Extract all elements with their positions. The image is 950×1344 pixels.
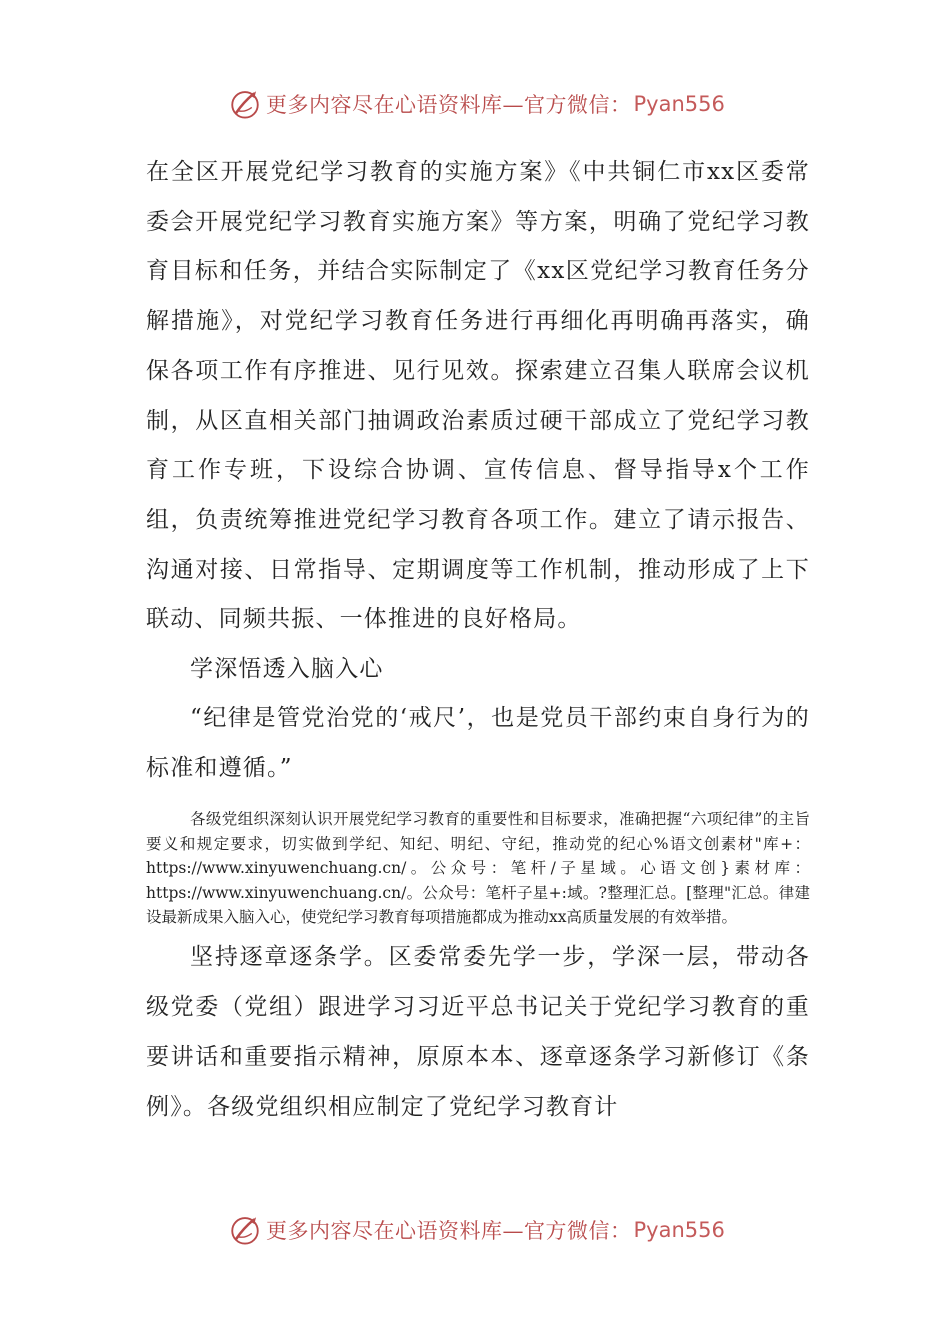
banner-wechat-id: Pyan556: [633, 1218, 725, 1242]
banner-text: 更多内容尽在心语资料库—官方微信：: [266, 1219, 632, 1243]
section-subheading: 学深悟透入脑入心: [190, 656, 384, 683]
banner-wechat-id: Pyan556: [633, 92, 725, 116]
banner-text: 更多内容尽在心语资料库—官方微信：: [266, 93, 632, 117]
footer-banner: [228, 1212, 725, 1248]
body-paragraph-1: 在全区开展党纪学习教育的实施方案》《中共铜仁市xx区委常委会开展党纪学习教育实施方案》等方案，明确了党纪学习教育目标和任务，并结合实际制定了《xx区党纪学习教育任务分解措施》，对党纪学习教育任务进行再细化再明确再落实，确保各项工作有序推进、见行见效。探索建立召集人联席会议机制，从区直相关部门抽调政治素质过硬干部成立了党纪学习教育工作专班，下设综合协调、宣传信息、督导指导x个工作组，负责统筹推进党纪学习教育各项工作。建立了请示报告、沟通对接、日常指导、定期调度等工作机制，推动形成了上下联动、同频共振、一体推进的良好格局。: [146, 159, 810, 633]
quote-paragraph: “纪律是管党治党的‘戒尺’，也是党员干部约束自身行为的标准和遵循。”: [146, 705, 810, 781]
body-paragraph-2: 坚持逐章逐条学。区委常委先学一步，学深一层，带动各级党委（党组）跟进学习习近平总书记关于党纪学习教育的重要讲话和重要指示精神，原原本本、逐章逐条学习新修订《条例》。各级党组织相应制定了党纪学习教育计: [146, 944, 810, 1120]
header-banner: [228, 86, 725, 122]
document-body: [146, 148, 810, 1132]
small-paragraph: 各级党组织深刻认识开展党纪学习教育的重要性和目标要求，准确把握“六项纪律”的主旨要义和规定要求，切实做到学纪、知纪、明纪、守纪，推动党的纪心%语文创素材"库+：https://www.xinyuwenchuang.cn/。公众号：笔杆/子星域。心语文创}素材库：https://www.xinyuwenchuang.cn/。公众号：笔杆子星+:域。?整理汇总。[整理"汇总。律建设最新成果入脑入心，使党纪学习教育每项措施都成为推动xx高质量发展的有效举措。: [146, 810, 810, 927]
pen-logo-icon: [228, 87, 262, 121]
pen-logo-icon: [228, 1213, 262, 1247]
